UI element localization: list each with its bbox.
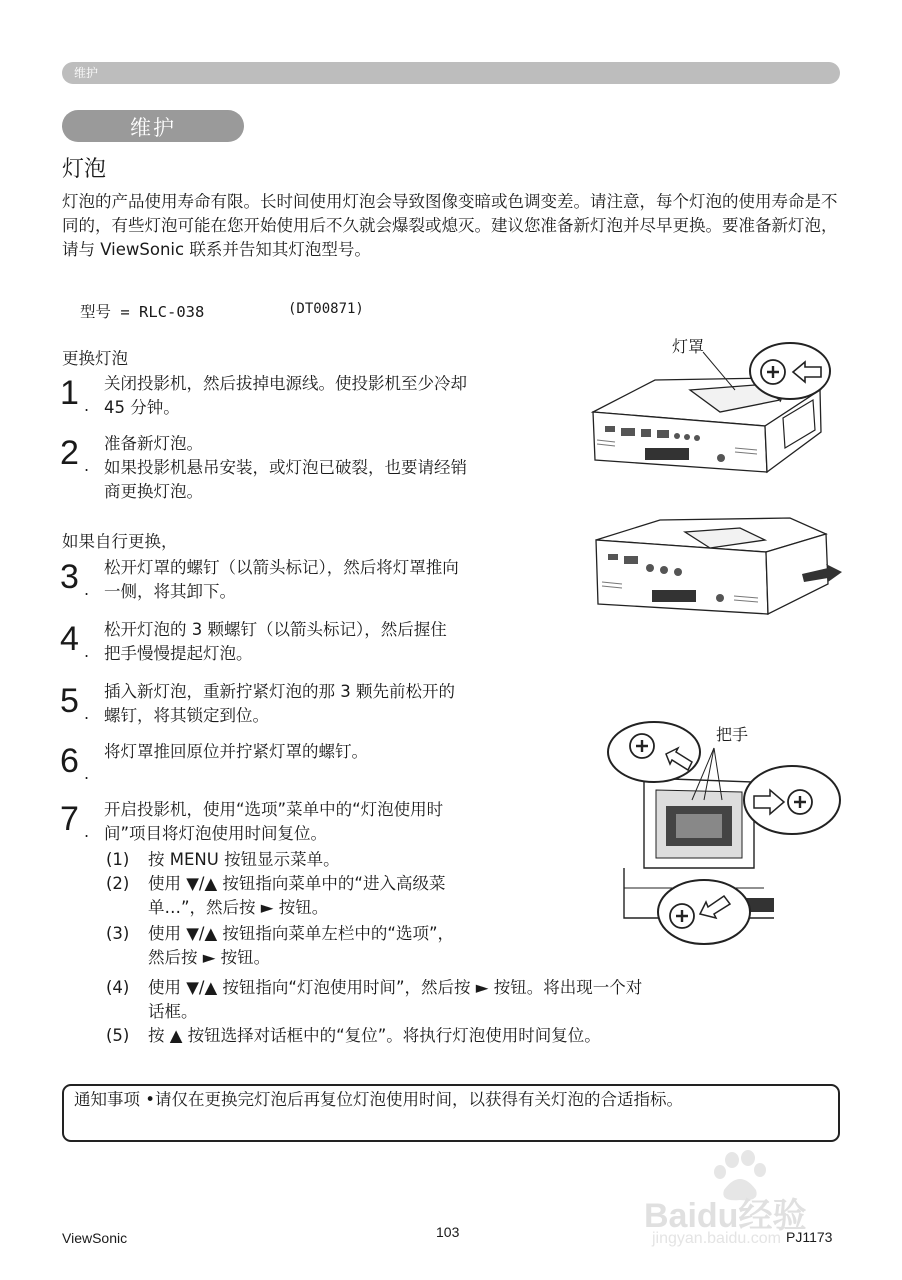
substep-number: (4) [106,978,130,997]
watermark-url: jingyan.baidu.com [652,1230,781,1247]
step-dot: . [84,822,90,841]
note-text: 通知事项 •请仅在更换完灯泡后再复位灯泡使用时间，以获得有关灯泡的合适指标。 [74,1090,683,1109]
step-number: 1 [60,374,79,412]
substep-number: (3) [106,924,130,943]
step-number: 5 [60,682,79,720]
step-text: 将灯罩推回原位并拧紧灯罩的螺钉。 [104,742,368,761]
step-text: 插入新灯泡，重新拧紧灯泡的那 3 颗先前松开的 [104,682,455,701]
substep-text: 使用 ▼/▲ 按钮指向菜单中的“进入高级菜 [148,874,446,893]
substep-text: 按 ▲ 按钮选择对话框中的“复位”。将执行灯泡使用时间复位。 [148,1026,601,1045]
step-number: 6 [60,742,79,780]
footer-model: PJ1173 [786,1229,833,1245]
step-dot: . [84,704,90,723]
substep-text: 然后按 ► 按钮。 [148,948,271,967]
step-text: 把手慢慢提起灯泡。 [104,644,253,663]
step-text: 如果投影机悬吊安装，或灯泡已破裂，也要请经销 [104,458,467,477]
watermark-brand: Baidu经验 [644,1197,807,1235]
subheading-self-replace: 如果自行更换， [62,532,178,551]
header-bar [62,62,840,84]
step-number: 4 [60,620,79,658]
step-text: 准备新灯泡。 [104,434,203,453]
substep-text: 话框。 [148,1002,198,1021]
step-text: 间”项目将灯泡使用时间复位。 [104,824,328,843]
step-number: 3 [60,558,79,596]
step-number: 7 [60,800,79,838]
step-text: 商更换灯泡。 [104,482,203,501]
substep-text: 按 MENU 按钮显示菜单。 [148,850,340,869]
substep-number: (2) [106,874,130,893]
lamp-cover-label: 灯罩 [672,337,705,356]
step-dot: . [84,396,90,415]
step-dot: . [84,764,90,783]
substep-number: (1) [106,850,130,869]
model-number: 型号 = RLC-038 [80,303,205,321]
step-dot: . [84,642,90,661]
page-heading: 灯泡 [62,157,107,182]
page-number: 103 [436,1224,460,1240]
subheading-replace-lamp: 更换灯泡 [62,349,128,368]
step-text: 开启投影机，使用“选项”菜单中的“灯泡使用时 [104,800,444,819]
substep-text: 使用 ▼/▲ 按钮指向“灯泡使用时间”，然后按 ► 按钮。将出现一个对 [148,978,643,997]
substep-text: 使用 ▼/▲ 按钮指向菜单左栏中的“选项”， [148,924,455,943]
step-text: 关闭投影机，然后拔掉电源线。使投影机至少冷却 [104,374,467,393]
projector-figure-top [585,330,845,480]
step-dot: . [84,456,90,475]
step-number: 2 [60,434,79,472]
substep-text: 单…”，然后按 ► 按钮。 [148,898,329,917]
step-text: 45 分钟。 [104,398,180,417]
substep-number: (5) [106,1026,130,1045]
intro-paragraph: 灯泡的产品使用寿命有限。长时间使用灯泡会导致图像变暗或色调变差。请注意，每个灯泡的使用寿命是不同的，有些灯泡可能在您开始使用后不久就会爆裂或熄灭。建议您准备新灯泡并尽早更换。要准备新灯泡，请与 ViewSonic 联系并告知其灯泡型号。 [62,192,838,259]
model-code: (DT00871) [288,301,364,317]
step-text: 松开灯罩的螺钉（以箭头标记），然后将灯罩推向 [104,558,459,577]
footer-brand: ViewSonic [62,1230,128,1246]
header-label: 维护 [74,66,99,80]
step-dot: . [84,580,90,599]
handle-label: 把手 [716,725,749,744]
step-text: 一侧，将其卸下。 [104,582,236,601]
section-title: 维护 [130,116,176,140]
lamp-handle-figure [604,718,844,948]
step-text: 松开灯泡的 3 颗螺钉（以箭头标记），然后握住 [104,620,447,639]
projector-figure-cover-removal [590,512,850,622]
step-text: 螺钉，将其锁定到位。 [104,706,269,725]
